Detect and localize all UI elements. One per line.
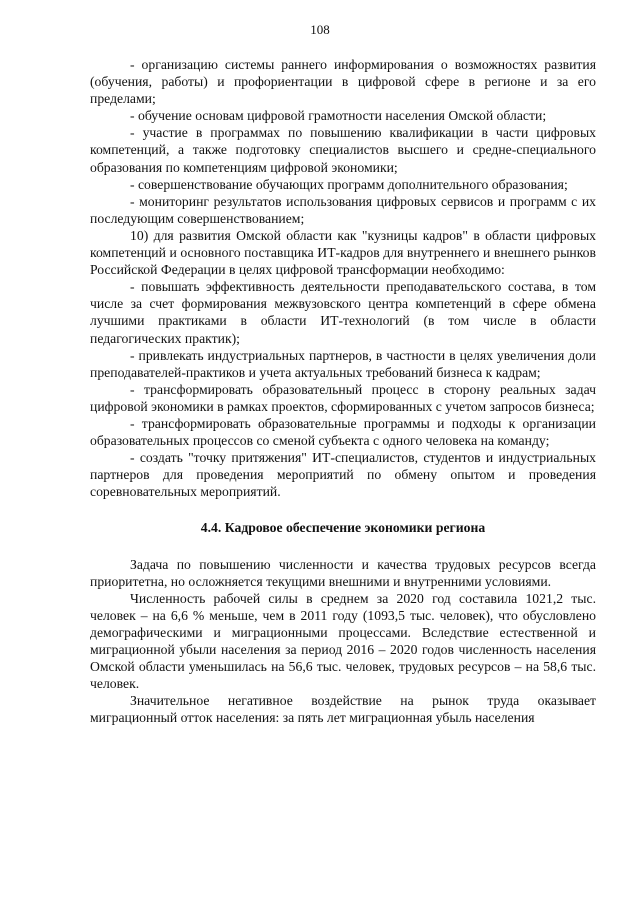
- section-heading: 4.4. Кадровое обеспечение экономики региона: [200, 520, 486, 536]
- list-item: - участие в программах по повышению квалификации в части цифровых компетенций, а также подготовку специалистов высшего и средне-специального образования по компетенциям цифровой экономики;: [90, 125, 596, 175]
- list-item: - обучение основам цифровой грамотности населения Омской области;: [130, 108, 547, 124]
- list-item: - трансформировать образовательные программы и подходы к организации образовательных процессов со сменой субъекта с одного человека на команду;: [90, 415, 596, 449]
- list-item: - совершенствование обучающих программ дополнительного образования;: [130, 176, 568, 192]
- document-body: [90, 56, 596, 726]
- list-item: - привлекать индустриальных партнеров, в частности в целях увеличения доли преподавателей-практиков и учета актуальных требований бизнеса к кадрам;: [90, 347, 596, 380]
- list-item: - создать "точку притяжения" ИТ-специалистов, студентов и индустриальных партнеров для проведения мероприятий по обмену опытом и проведения соревновательных мероприятий.: [90, 450, 596, 500]
- page-number: 108: [310, 22, 330, 37]
- list-item: - повышать эффективность деятельности преподавательского состава, в том числе за счет формирования межвузовского центра компетенций в сфере обмена лучшими практиками в области ИТ-технологий (в том числе в области педагогических практик);: [90, 279, 596, 346]
- list-item: - мониторинг результатов использования цифровых сервисов и программ с их последующим совершенствованием;: [90, 193, 596, 226]
- list-item: - трансформировать образовательный процесс в сторону реальных задач цифровой экономики в рамках проектов, сформированных с учетом запросов бизнеса;: [90, 381, 596, 414]
- body-paragraph: Задача по повышению численности и качества трудовых ресурсов всегда приоритетна, но осложняется текущими внешними и внутренними условиями.: [90, 556, 596, 589]
- body-paragraph: Значительное негативное воздействие на рынок труда оказывает миграционный отток населения: за пять лет миграционная убыль населения: [90, 693, 596, 726]
- list-item: - организацию системы раннего информирования о возможностях развития (обучения, работы) и профориентации в цифровой сфере в регионе и за его пределами;: [90, 57, 596, 107]
- body-paragraph: Численность рабочей силы в среднем за 2020 год составила 1021,2 тыс. человек – на 6,6 % меньше, чем в 2011 году (1093,5 тыс. человек), что обусловлено демографическими и миграционными процессами. Вследствие естественной и миграционной убыли населения за период 2016 – 2020 годов численность населения Омской области уменьшилась на 56,6 тыс. человек, трудовых ресурсов – на 58,6 тыс. человек.: [90, 590, 596, 692]
- numbered-paragraph: 10) для развития Омской области как "кузницы кадров" в области цифровых компетенций и основного поставщика ИТ-кадров для внутреннего и внешнего рынков Российской Федерации в целях цифровой трансформации необходимо:: [90, 227, 596, 278]
